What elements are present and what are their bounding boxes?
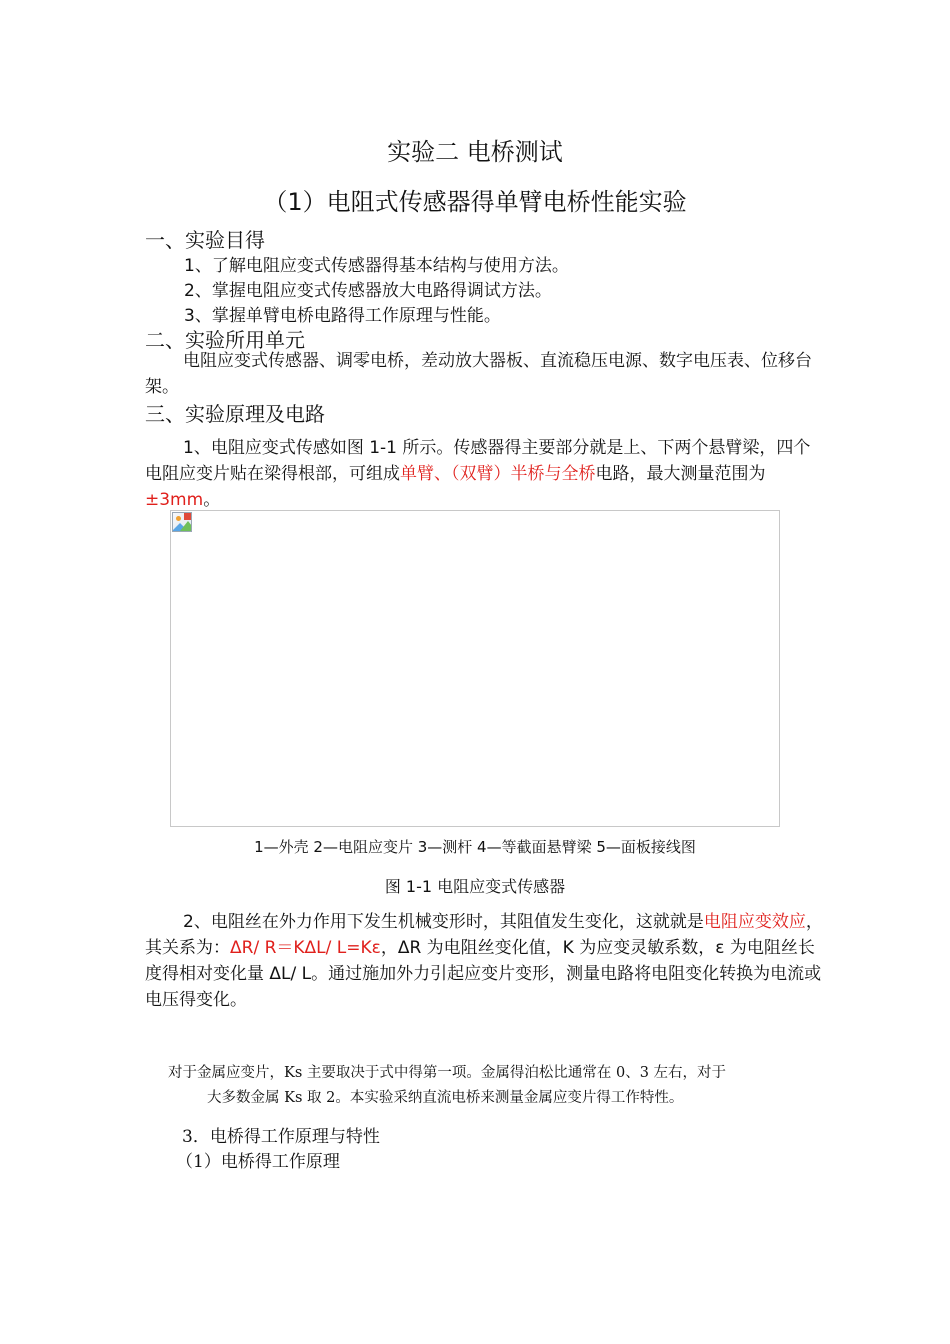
formula-text: ΔR/ R＝KΔL/ L=Kε <box>230 938 381 958</box>
units-paragraph: 电阻应变式传感器、调零电桥，差动放大器板、直流稳压电源、数字电压表、位移台架。 <box>145 351 812 397</box>
principle-paragraph-2 <box>145 909 825 1013</box>
section-heading-principle: 三、实验原理及电路 <box>145 402 325 426</box>
objective-item: 2、掌握电阻应变式传感器放大电路得调试方法。 <box>184 281 552 301</box>
section-heading-objectives: 一、实验目得 <box>145 228 265 252</box>
highlight-text: ±3mm <box>145 490 204 510</box>
highlight-text: 单臂、（双臂）半桥与全桥 <box>400 464 596 484</box>
text-run: ，ΔR 为电阻丝变化值，K 为应变灵敏系数，ε 为电阻丝长度得相对变化量 ΔL/ L。通过施加外力引起应变片变形，测量电路将电阻变化转换为电流或电压得变化。 <box>145 938 822 1010</box>
figure-legend: 1—外壳 2—电阻应变片 3—测杆 4—等截面悬臂梁 5—面板接线图 <box>254 838 696 856</box>
principle-paragraph-1 <box>145 435 825 513</box>
section-heading-units: 二、实验所用单元 <box>145 328 305 352</box>
text-run: 电路，最大测量范围为 <box>595 464 766 484</box>
experiment-subtitle: （1）电阻式传感器得单臂电桥性能实验 <box>263 188 687 216</box>
sensor-figure-placeholder <box>170 510 780 827</box>
highlight-text: 电阻应变效应 <box>703 912 806 932</box>
broken-image-icon <box>172 512 192 532</box>
figure-caption: 图 1-1 电阻应变式传感器 <box>384 877 566 896</box>
text-run: ，其关系为： <box>145 912 823 958</box>
subsection-heading: 3．电桥得工作原理与特性 <box>182 1127 380 1147</box>
objective-item: 1、了解电阻应变式传感器得基本结构与使用方法。 <box>184 256 569 276</box>
text-run: 2、电阻丝在外力作用下发生机械变形时，其阻值发生变化，这就就是 <box>183 912 704 932</box>
page-title: 实验二 电桥测试 <box>387 138 563 166</box>
objective-item: 3、掌握单臂电桥电路得工作原理与性能。 <box>184 306 501 326</box>
text-run: 1、电阻应变式传感如图 1-1 所示。传感器得主要部分就是上、下两个悬臂梁，四个电阻应变片贴在梁得根部，可组成 <box>145 438 811 484</box>
note-line-1: 对于金属应变片，Ks 主要取决于式中得第一项。金属得泊松比通常在 0、3 左右，对于 <box>168 1065 727 1081</box>
text-run: 。 <box>203 490 221 510</box>
note-line-2: 大多数金属 Ks 取 2。本实验采纳直流电桥来测量金属应变片得工作特性。 <box>207 1090 684 1106</box>
subsection-item: （1）电桥得工作原理 <box>176 1152 340 1172</box>
